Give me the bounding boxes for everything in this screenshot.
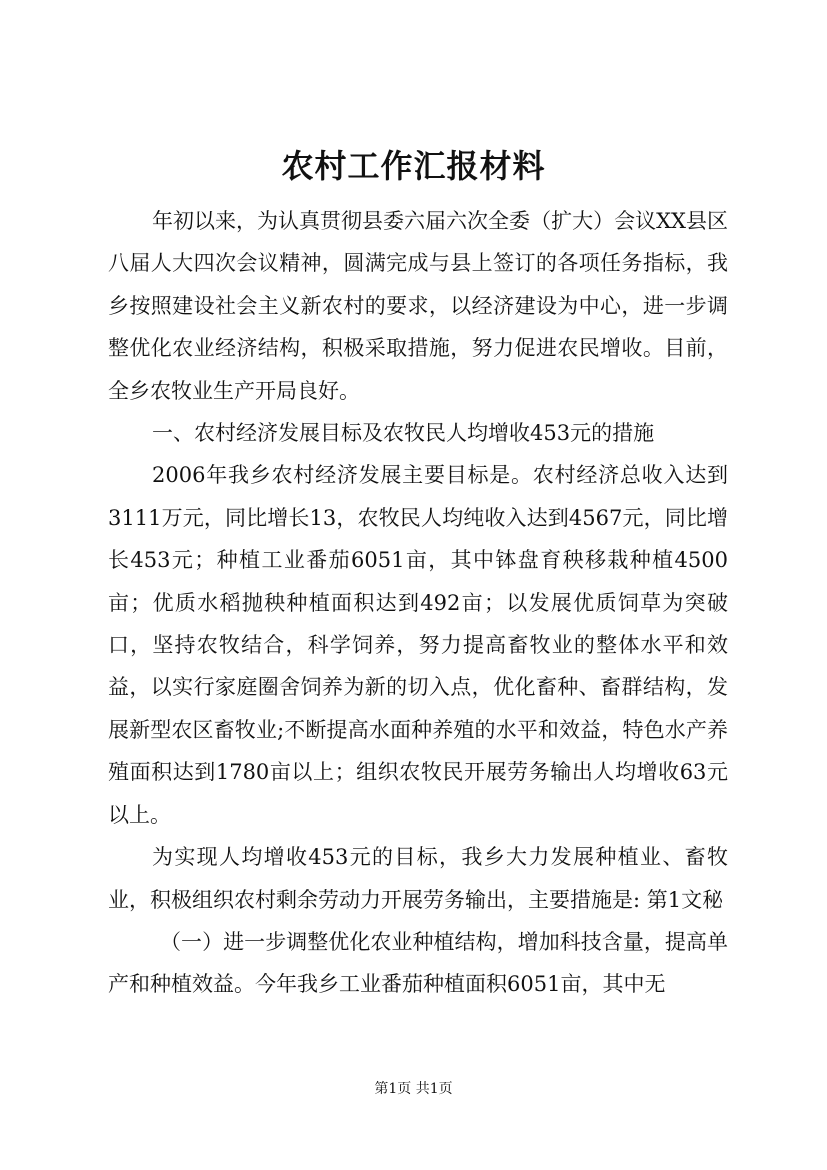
paragraph-subsection-1: （一）进一步调整优化农业种植结构，增加科技含量，提高单产和种植效益。今年我乡工业番茄种植面积6051亩，其中无 [108,929,728,997]
paragraph-intro: 年初以来，为认真贯彻县委六届六次全委（扩大）会议XX县区八届人大四次会议精神，圆满完成与县上签订的各项任务指标，我乡按照建设社会主义新农村的要求，以经济建设为中心，进一步调整优化农业经济结构，积极采取措施，努力促进农民增收。目前，全乡农牧业生产开局良好。 [108,209,728,403]
paragraph-goals: 2006年我乡农村经济发展主要目标是。农村经济总收入达到3111万元，同比增长13，农牧民人均纯收入达到4567元，同比增长453元；种植工业番茄6051亩，其中钵盘育秧移栽种植4500亩；优质水稻抛秧种植面积达到492亩；以发展优质饲草为突破口，坚持农牧结合，科学饲养，努力提高畜牧业的整体水平和效益，以实行家庭圈舍饲养为新的切入点，优化畜种、畜群结构，发展新型农区畜牧业;不断提高水面种养殖的水平和效益，特色水产养殖面积达到1780亩以上；组织农牧民开展劳务输出人均增收63元以上。 [108,463,728,827]
section-heading-1: 一、农村经济发展目标及农牧民人均增收453元的措施 [152,421,655,446]
document-title: 农村工作汇报材料 [281,147,546,185]
document-body [108,200,728,1006]
paragraph-measures: 为实现人均增收453元的目标，我乡大力发展种植业、畜牧业，积极组织农村剩余劳动力开展劳务输出，主要措施是: 第1文秘 [108,845,728,912]
page-footer: 第1页 共1页 [374,1081,453,1097]
